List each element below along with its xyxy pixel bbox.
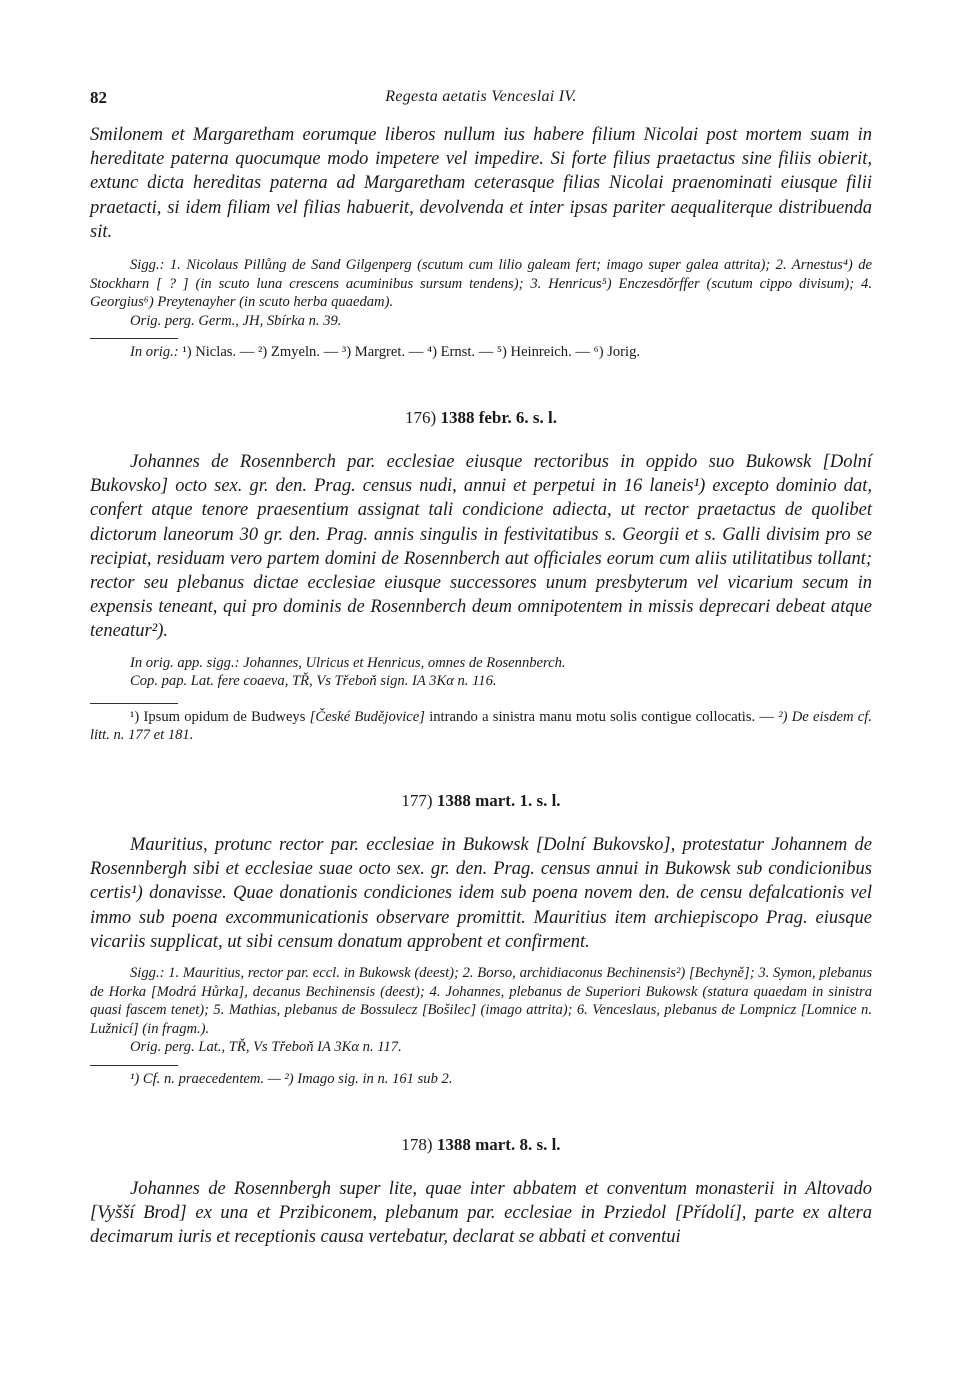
entry-178-paragraph: Johannes de Rosennbergh super lite, quae inter abbatem et conventum monasterii in Altovado [Vyšší Brod] ex una et Przibiconem, plebanum par. ecclesiae in Prziedol [Přídolí], parte ex altera decimarum iuris et receptionis causa vertebatur, declarat se abbati et conventui bbox=[90, 1178, 872, 1247]
entry-number: 178) bbox=[401, 1134, 433, 1154]
footnote-1-place: [České Budějovice] bbox=[309, 708, 425, 725]
entry-176-paragraph: Johannes de Rosennberch par. ecclesiae eiusque rectoribus in oppido suo Bukowsk [Dolní Bukovsko] octo sex. gr. den. Prag. census nudi, annui et perpetui in 16 laneis¹) excepto dominio dat, confert atque tenore praesentium assignat tali condicione adiecta, ut rector praetactus de quolibet dictorum laneorum 30 gr. den. Prag. annis singulis in festivitatibus s. Georgii et s. Galli divisim pro se recipiat, residuam vero partem domini de Rosennberch aut officiales eorum cum aliis utilitatibus tollant; rector seu plebanus dictae ecclesiae eiusque successores unum presbyterum vel vicarium secum in expensis teneant, qui pro dominis de Rosennberch deum omnipotentem in missis deprecari debeat atque teneatur²). bbox=[90, 451, 872, 642]
orig-variants-text: ¹) Niclas. — ²) Zmyeln. — ³) Margret. — ⁴) Ernst. — ⁵) Heinreich. — ⁶) Jorig. bbox=[182, 344, 641, 361]
footnotes-text: ¹) Cf. n. praecedentem. — ²) Imago sig. in n. 161 sub 2. bbox=[130, 1070, 453, 1087]
footnote-2-text: ²) De eisdem cf. litt. n. 177 et 181. bbox=[90, 708, 872, 744]
footnote-1-text: ¹) Ipsum opidum de Budweys bbox=[130, 708, 306, 725]
footnote-divider bbox=[90, 1065, 178, 1066]
entry-date: 1388 mart. 8. s. l. bbox=[436, 1134, 561, 1154]
source-citation: Orig. perg. Lat., TŘ, Vs Třeboň IA 3Kα n. 117. bbox=[130, 1039, 402, 1056]
footnote-1-rest: intrando a sinistra manu motu solis contigue collocatis. — bbox=[429, 708, 775, 725]
source-citation: Orig. perg. Germ., JH, Sbírka n. 39. bbox=[130, 312, 342, 329]
orig-label: In orig.: bbox=[130, 344, 179, 361]
sigg-description: In orig. app. sigg.: Johannes, Ulricus et Henricus, omnes de Rosennberch. bbox=[130, 654, 566, 671]
entry-heading-178 bbox=[90, 1135, 872, 1155]
entry-177-footnotes bbox=[90, 1070, 872, 1089]
entry-177-notes bbox=[90, 964, 872, 1057]
continuation-sigg-block bbox=[90, 256, 872, 330]
sigg-description: Sigg.: 1. Mauritius, rector par. eccl. in Bukowsk (deest); 2. Borso, archidiaconus Bechinensis²) [Bechyně]; 3. Symon, plebanus de Horka [Modrá Hůrka], decanus Bechinensis (deest); 4. Johannes, plebanus de Superiori Bukowsk (statura quaedam in sinistra quasi fascem tenet); 5. Mathias, plebanus de Bossulecz [Bošilec] (imago attrita); 6. Venceslaus, plebanus de Lompnicz [Lomnice n. Lužnicí] (in fragm.). bbox=[90, 965, 872, 1037]
continuation-paragraph: Smilonem et Margaretham eorumque liberos nullum ius habere filium Nicolai post mortem suam in hereditate paterna quocumque modo impetere vel impedire. Si forte filius praetactus sine filiis obierit, extunc dicta hereditas paterna ad Margaretham ceterasque filias Nicolai praenominati eiusque filii praetacti, si idem filiam vel filias habuerit, devolvenda et inter ipsas pariter aequaliterque distribuenda sit. bbox=[90, 125, 872, 242]
running-header bbox=[90, 88, 872, 112]
source-citation: Cop. pap. Lat. fere coaeva, TŘ, Vs Třeboň sign. IA 3Kα n. 116. bbox=[130, 673, 497, 690]
entry-177-paragraph: Mauritius, protunc rector par. ecclesiae in Bukowsk [Dolní Bukovsko], protestatur Johannem de Rosennbergh sibi et ecclesiae suae octo sex. gr. den. Prag. census annui in Bukowsk sub condicionibus certis¹) donavisse. Quae donationis condiciones idem sub poena novem den. de censu defalcationis vel immo sub poena excommunicationis observare promittit. Mauritius item archiepiscopo Prag. eiusque vicariis supplicat, ut sibi censum donatum approbent et confirment. bbox=[90, 834, 872, 952]
page-number: 82 bbox=[90, 88, 107, 107]
footnote-divider bbox=[90, 703, 178, 704]
running-title: Regesta aetatis Venceslai IV. bbox=[385, 88, 577, 105]
entry-176-footnotes bbox=[90, 708, 872, 745]
entry-heading-176 bbox=[90, 408, 872, 428]
entry-176-notes bbox=[90, 654, 872, 691]
entry-date: 1388 febr. 6. s. l. bbox=[440, 407, 557, 427]
entry-number: 176) bbox=[405, 407, 437, 427]
entry-heading-177 bbox=[90, 791, 872, 811]
entry-number: 177) bbox=[401, 790, 433, 810]
entry-date: 1388 mart. 1. s. l. bbox=[436, 790, 561, 810]
footnote-divider bbox=[90, 338, 178, 339]
original-variants bbox=[90, 343, 872, 362]
sigg-description: Sigg.: 1. Nicolaus Pillůng de Sand Gilgenperg (scutum cum lilio galeam fert; imago super galea attrita); 2. Arnestus⁴) de Stockharn [ ? ] (in scuto luna crescens acuminibus sursum tendens); 3. Henricus⁵) Enczesdǒrffer (scutum cippo divisum); 4. Georgius⁶) Preytenayher (in scuto herba quaedam). bbox=[90, 257, 872, 311]
